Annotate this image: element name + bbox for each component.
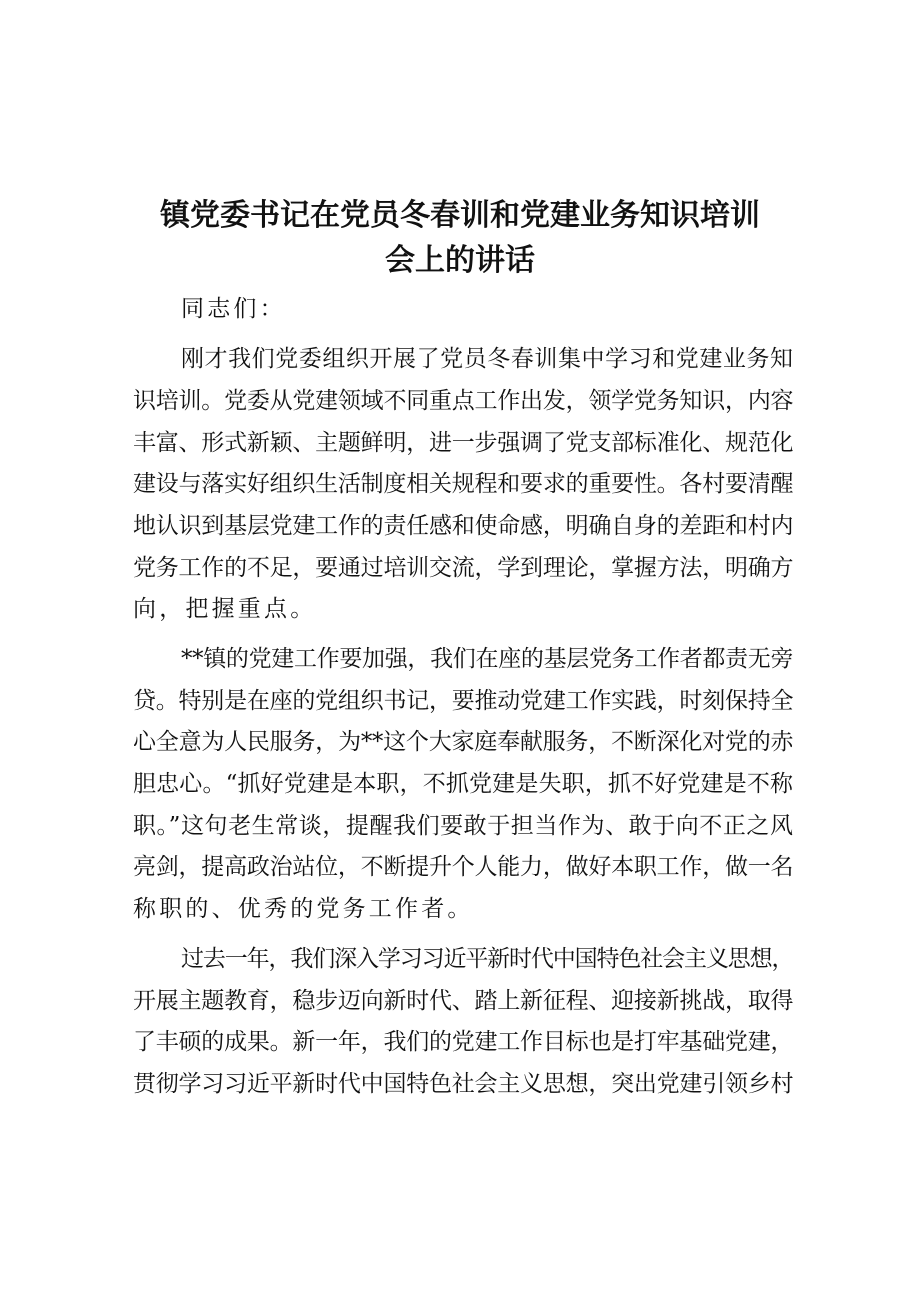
paragraph-1-line: 刚才我们党委组织开展了党员冬春训集中学习和党建业务知 [181, 346, 793, 372]
paragraph-1-line: 党务工作的不足，要通过培训交流，学到理论，掌握方法，明确方 [133, 555, 793, 581]
paragraph-2-line: 亮剑，提高政治站位，不断提升个人能力，做好本职工作，做一名 [133, 854, 793, 880]
paragraph-1-line: 识培训。党委从党建领域不同重点工作出发，领学党务知识，内容 [133, 388, 793, 414]
salutation: 同志们： [181, 296, 286, 322]
document-title-line-2: 会上的讲话 [385, 243, 535, 278]
document-title-line-1: 镇党委书记在党员冬春训和党建业务知识培训 [160, 198, 760, 233]
paragraph-2-line: 称职的、优秀的党务工作者。 [133, 896, 474, 922]
paragraph-2-line: 职。”这句老生常谈，提醒我们要敢于担当作为、敢于向不正之风 [133, 813, 793, 839]
paragraph-1-line: 丰富、形式新颖、主题鲜明，进一步强调了党支部标准化、规范化 [133, 430, 793, 456]
paragraph-3-line: 过去一年，我们深入学习习近平新时代中国特色社会主义思想， [181, 946, 793, 972]
paragraph-1-line: 地认识到基层党建工作的责任感和使命感，明确自身的差距和村内 [133, 513, 793, 539]
paragraph-1-line: 向，把握重点。 [133, 596, 317, 622]
paragraph-2-line: 贷。特别是在座的党组织书记，要推动党建工作实践，时刻保持全 [133, 688, 793, 714]
paragraph-3-line: 了丰硕的成果。新一年，我们的党建工作目标也是打牢基础党建， [133, 1029, 793, 1055]
paragraph-2-line: 心全意为人民服务，为**这个大家庭奉献服务，不断深化对党的赤 [133, 729, 793, 755]
paragraph-3-line: 贯彻学习习近平新时代中国特色社会主义思想，突出党建引领乡村 [133, 1071, 793, 1097]
paragraph-2-line: **镇的党建工作要加强，我们在座的基层党务工作者都责无旁 [181, 646, 793, 672]
paragraph-3-line: 开展主题教育，稳步迈向新时代、踏上新征程、迎接新挑战，取得 [133, 988, 793, 1014]
paragraph-1-line: 建设与落实好组织生活制度相关规程和要求的重要性。各村要清醒 [133, 471, 793, 497]
paragraph-2-line: 胆忠心。“抓好党建是本职，不抓党建是失职，抓不好党建是不称 [133, 771, 793, 797]
